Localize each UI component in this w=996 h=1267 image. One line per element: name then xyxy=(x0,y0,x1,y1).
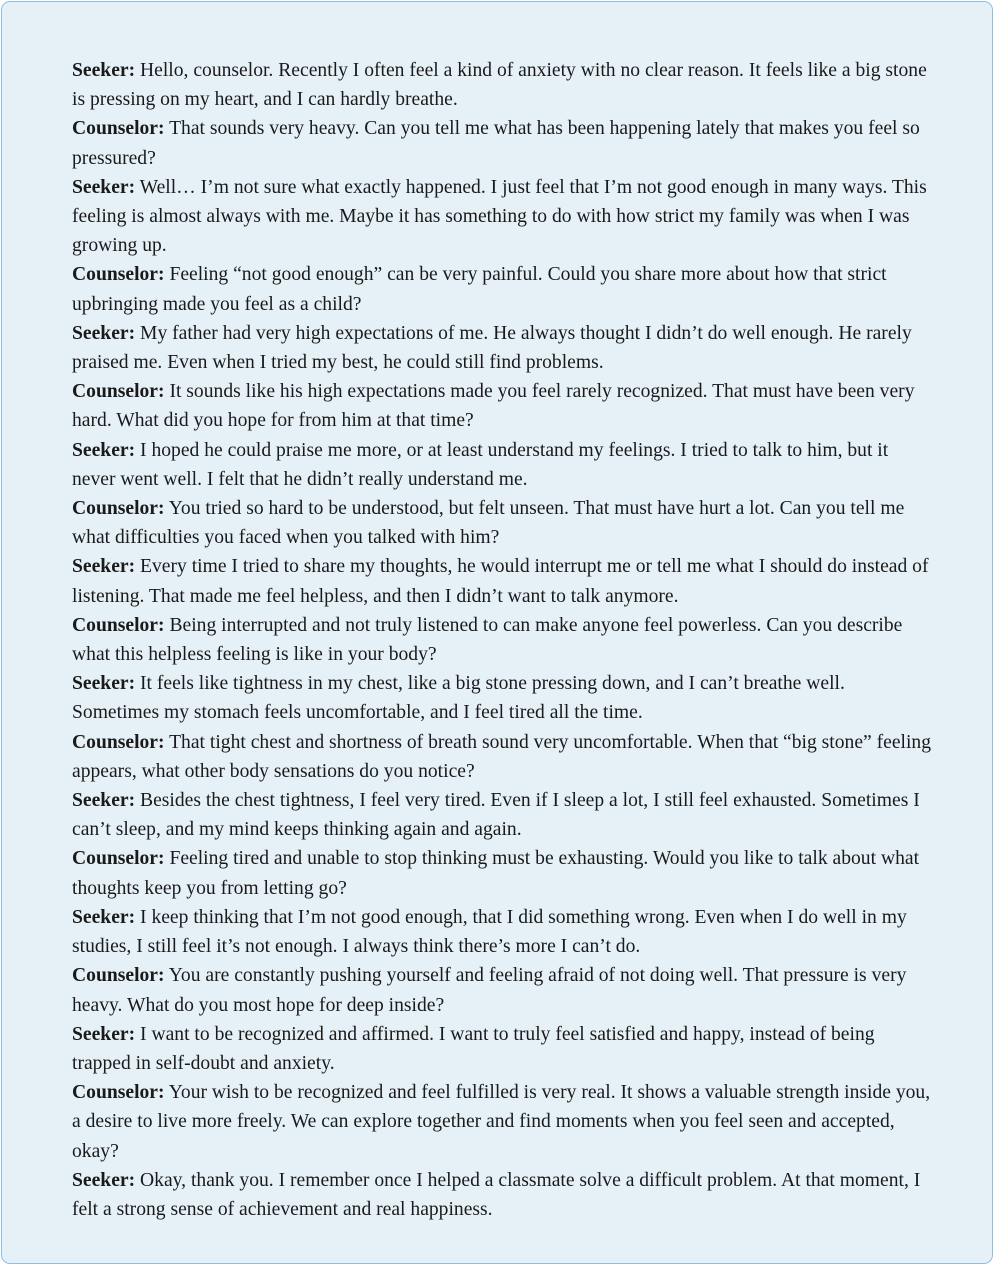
speaker-label: Counselor: xyxy=(72,965,165,987)
utterance-text: I want to be recognized and affirmed. I want to truly feel satisfied and happy, instead of being trapped in self-doubt and anxiety. xyxy=(72,1023,875,1074)
utterance-text: Feeling “not good enough” can be very painful. Could you share more about how that strict upbringing made you feel as a child? xyxy=(72,264,887,315)
speaker-label: Seeker: xyxy=(72,556,136,578)
utterance-text: You are constantly pushing yourself and feeling afraid of not doing well. That pressure is very heavy. What do you most hope for deep inside? xyxy=(72,965,907,1016)
speaker-label: Counselor: xyxy=(72,731,165,753)
speaker-label: Seeker: xyxy=(72,906,136,928)
utterance-text: Okay, thank you. I remember once I helped a classmate solve a difficult problem. At that moment, I felt a strong sense of achievement and real happiness. xyxy=(72,1169,921,1220)
dialogue-turn-counselor xyxy=(72,377,932,435)
utterance-text: I keep thinking that I’m not good enough, that I did something wrong. Even when I do well in my studies, I still feel it’s not enough. I always think there’s more I can’t do. xyxy=(72,906,907,958)
utterance-text: Being interrupted and not truly listened to can make anyone feel powerless. Can you describe what this helpless feeling is like in your body? xyxy=(72,614,903,666)
dialogue-turn-seeker xyxy=(72,903,932,961)
dialogue-turn-counselor xyxy=(72,961,932,1019)
speaker-label: Seeker: xyxy=(72,60,136,81)
dialogue-panel xyxy=(1,1,993,1264)
dialogue-turn-seeker xyxy=(72,56,932,114)
utterance-text: That tight chest and shortness of breath sound very uncomfortable. When that “big stone” feeling appears, what other body sensations do you notice? xyxy=(72,731,932,782)
dialogue-turn-counselor xyxy=(72,260,932,318)
utterance-text: I hoped he could praise me more, or at least understand my feelings. I tried to talk to him, but it never went well. I felt that he didn’t really understand me. xyxy=(72,439,889,490)
dialogue-turn-counselor xyxy=(72,611,932,669)
dialogue-turn-seeker xyxy=(72,1020,932,1078)
speaker-label: Counselor: xyxy=(72,614,165,636)
speaker-label: Counselor: xyxy=(72,381,165,403)
dialogue-turn-seeker xyxy=(72,319,932,377)
utterance-text: Your wish to be recognized and feel fulfilled is very real. It shows a valuable strength inside you, a desire to live more freely. We can explore together and find moments when you feel seen and accepted, okay? xyxy=(72,1082,931,1162)
utterance-text: Hello, counselor. Recently I often feel a kind of anxiety with no clear reason. It feels like a big stone is pressing on my heart, and I can hardly breathe. xyxy=(72,60,927,111)
utterance-text: You tried so hard to be understood, but felt unseen. That must have hurt a lot. Can you tell me what difficulties you faced when you talked with him? xyxy=(72,498,905,549)
speaker-label: Seeker: xyxy=(72,673,136,695)
dialogue-turn-counselor xyxy=(72,114,932,172)
utterance-text: Feeling tired and unable to stop thinking must be exhausting. Would you like to talk about what thoughts keep you from letting go? xyxy=(72,848,920,899)
dialogue-turn-seeker xyxy=(72,786,932,844)
speaker-label: Seeker: xyxy=(72,439,136,461)
speaker-label: Counselor: xyxy=(72,264,165,286)
dialogue-turn-seeker xyxy=(72,552,932,610)
speaker-label: Seeker: xyxy=(72,322,136,344)
speaker-label: Counselor: xyxy=(72,498,165,520)
dialogue-turn-counselor xyxy=(72,1078,932,1166)
speaker-label: Seeker: xyxy=(72,1023,136,1045)
utterance-text: Every time I tried to share my thoughts, he would interrupt me or tell me what I should do instead of listening. That made me feel helpless, and then I didn’t want to talk anymore. xyxy=(72,556,929,607)
utterance-text: Well… I’m not sure what exactly happened. I just feel that I’m not good enough in many ways. This feeling is almost always with me. Maybe it has something to do with how strict my family was when I was growing up. xyxy=(72,176,927,257)
dialogue-turn-seeker xyxy=(72,1166,932,1224)
dialogue-turn-seeker xyxy=(72,436,932,494)
speaker-label: Seeker: xyxy=(72,1169,136,1191)
dialogue-turn-counselor xyxy=(72,728,932,786)
speaker-label: Seeker: xyxy=(72,790,136,812)
dialogue-transcript xyxy=(72,56,932,1224)
speaker-label: Counselor: xyxy=(72,848,165,870)
utterance-text: Besides the chest tightness, I feel very tired. Even if I sleep a lot, I still feel exhausted. Sometimes I can’t sleep, and my mind keeps thinking again and again. xyxy=(72,790,920,841)
dialogue-turn-counselor xyxy=(72,494,932,552)
dialogue-turn-counselor xyxy=(72,844,932,902)
speaker-label: Counselor: xyxy=(72,118,165,140)
utterance-text: That sounds very heavy. Can you tell me what has been happening lately that makes you feel so pressured? xyxy=(72,118,920,169)
utterance-text: My father had very high expectations of me. He always thought I didn’t do well enough. He rarely praised me. Even when I tried my best, he could still find problems. xyxy=(72,322,912,374)
speaker-label: Seeker: xyxy=(72,176,136,198)
utterance-text: It feels like tightness in my chest, like a big stone pressing down, and I can’t breathe well. Sometimes my stomach feels uncomfortable, and I feel tired all the time. xyxy=(72,673,845,724)
dialogue-turn-seeker xyxy=(72,173,932,261)
dialogue-turn-seeker xyxy=(72,669,932,727)
speaker-label: Counselor: xyxy=(72,1082,165,1104)
utterance-text: It sounds like his high expectations made you feel rarely recognized. That must have been very hard. What did you hope for from him at that time? xyxy=(72,381,915,432)
